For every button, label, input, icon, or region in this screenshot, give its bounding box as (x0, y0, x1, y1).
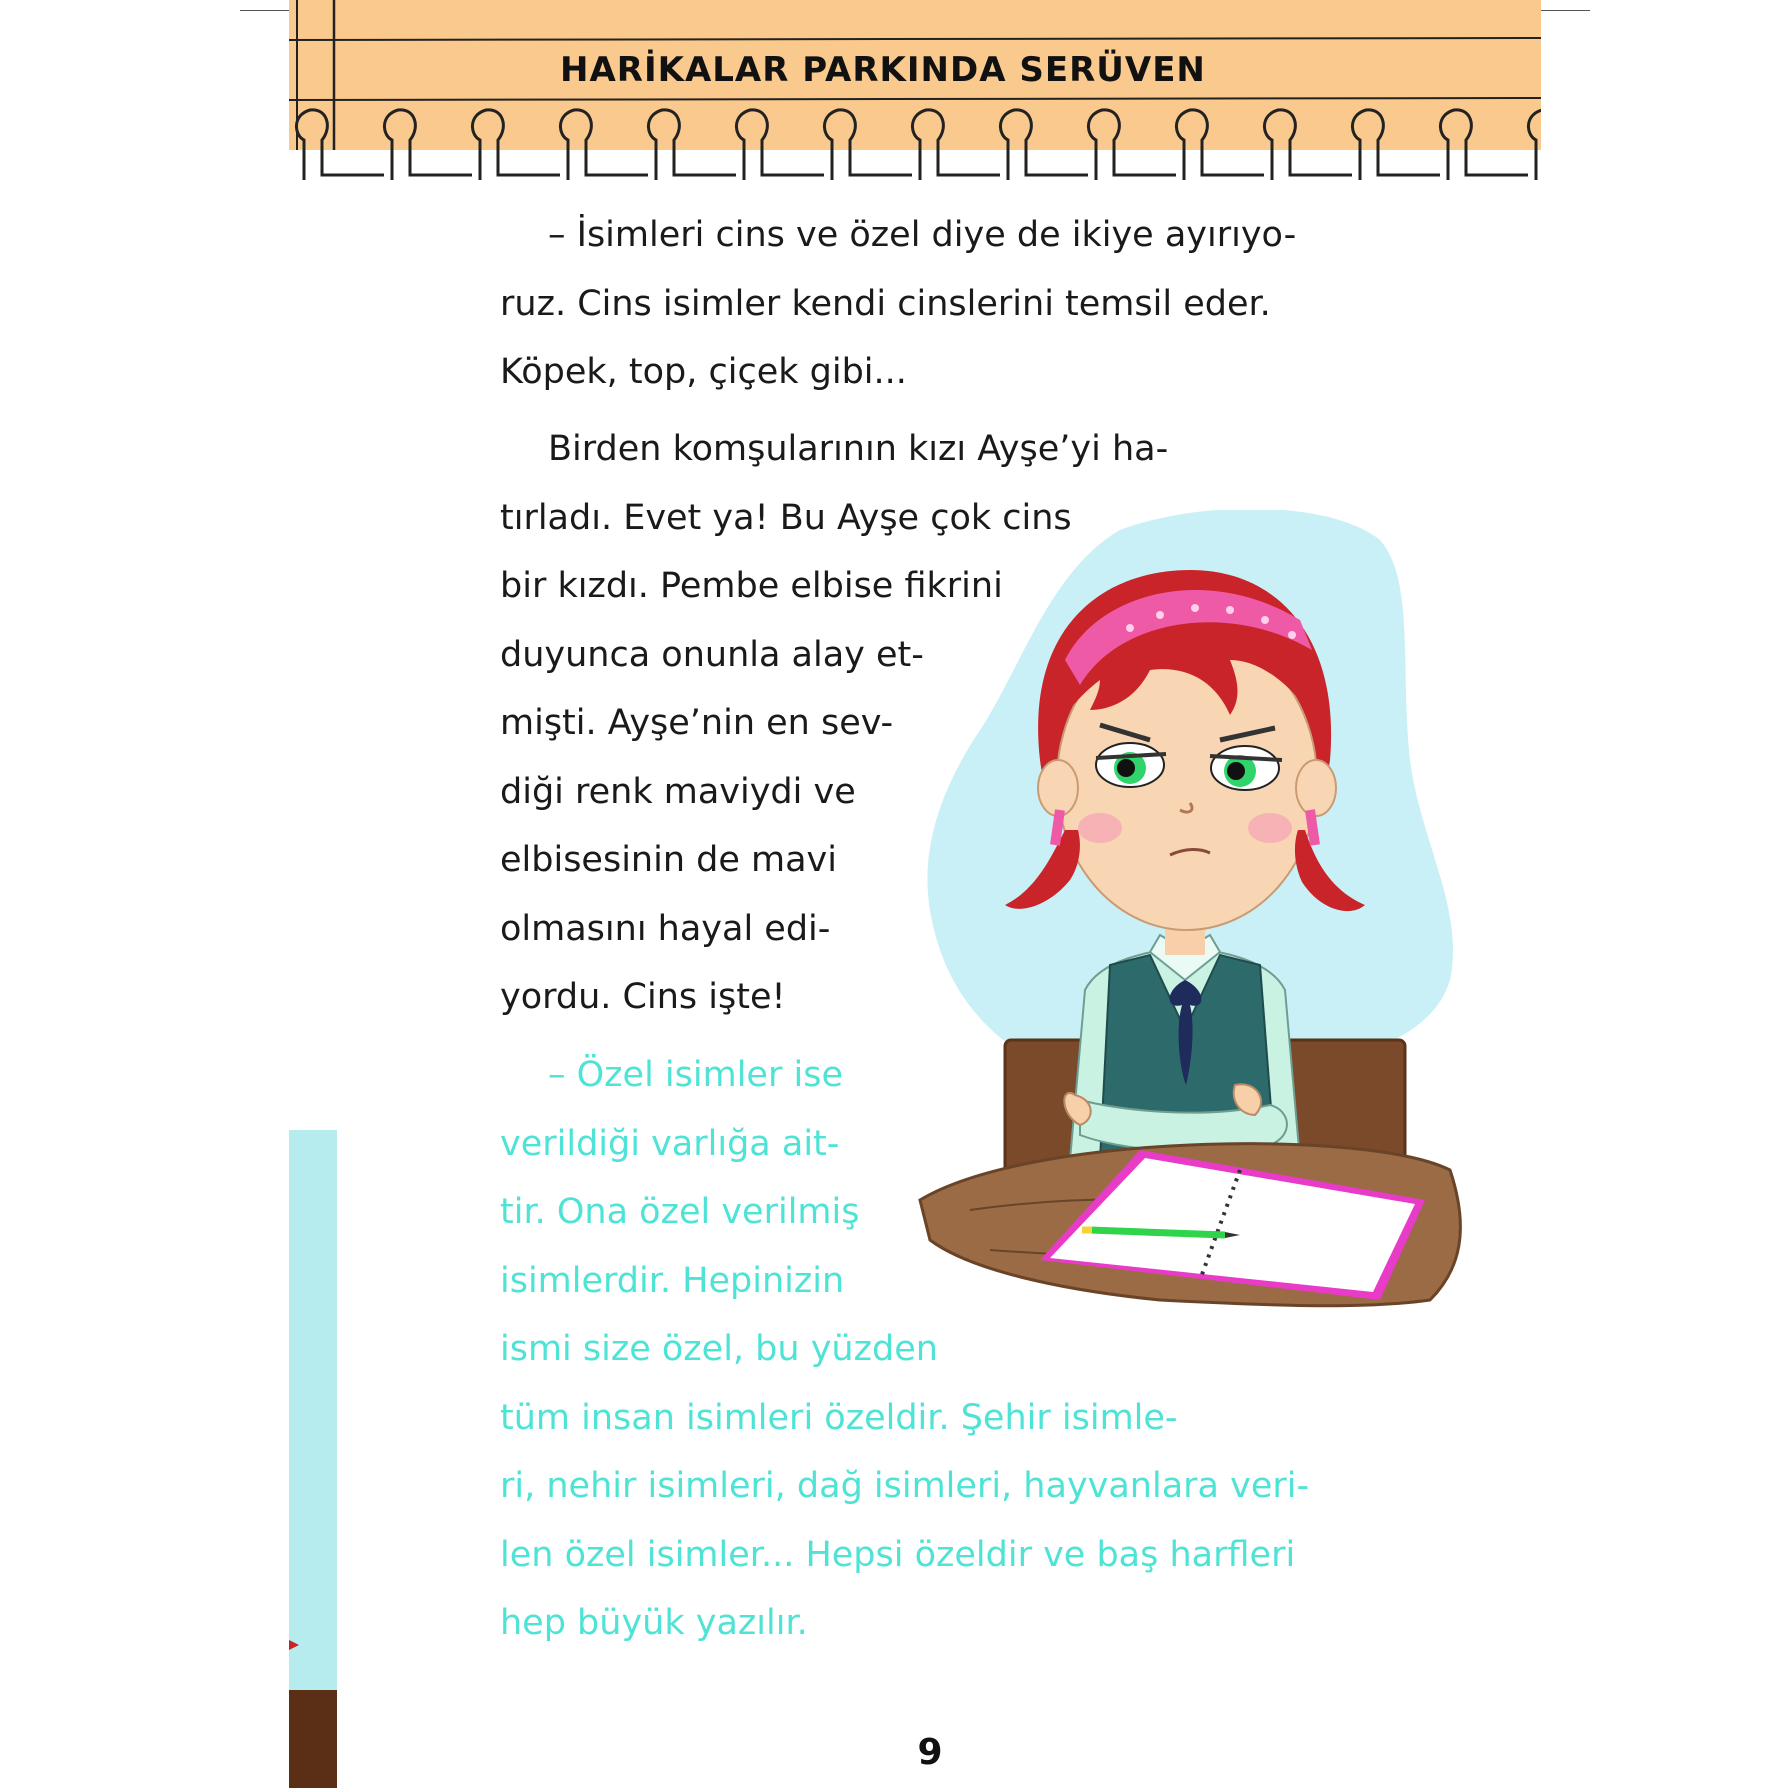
text-line: olmasını hayal edi- (500, 909, 831, 949)
text-line-highlight: verildiği varlığa ait- (500, 1124, 840, 1164)
page-number: 9 (917, 1732, 943, 1773)
text-line: bir kızdı. Pembe elbise fikrini (500, 566, 1003, 606)
text-line-highlight: – Özel isimler ise (548, 1055, 843, 1095)
text-line: elbisesinin de mavi (500, 840, 837, 880)
running-header-title: HARİKALAR PARKINDA SERÜVEN (560, 50, 1206, 90)
text-line: – İsimleri cins ve özel diye de ikiye ayırıyo- (548, 215, 1297, 255)
text-line-highlight: tüm insan isimleri özeldir. Şehir isimle- (500, 1398, 1178, 1438)
crop-mark-right (1540, 10, 1590, 11)
text-line: yordu. Cins işte! (500, 977, 786, 1017)
text-line-highlight: ri, nehir isimleri, dağ isimleri, hayvanlara veri- (500, 1466, 1310, 1506)
text-line-highlight: isimlerdir. Hepinizin (500, 1261, 845, 1301)
text-line: ruz. Cins isimler kendi cinslerini temsil eder. (500, 284, 1271, 324)
text-line: tırladı. Evet ya! Bu Ayşe çok cins (500, 498, 1072, 538)
crop-mark-left (240, 10, 290, 11)
text-line: Köpek, top, çiçek gibi... (500, 352, 907, 392)
text-line: diği renk maviydi ve (500, 772, 856, 812)
text-line-highlight: hep büyük yazılır. (500, 1603, 808, 1643)
text-line-highlight: tir. Ona özel verilmiş (500, 1192, 860, 1232)
spiral-binding (289, 0, 1541, 190)
facing-page-edge (289, 1130, 337, 1788)
text-line-highlight: len özel isimler... Hepsi özeldir ve baş harfleri (500, 1535, 1296, 1575)
text-line: Birden komşularının kızı Ayşe’yi ha- (548, 429, 1169, 469)
girl-at-desk-illustration (910, 510, 1470, 1410)
text-line-highlight: ismi size özel, bu yüzden (500, 1329, 938, 1369)
text-line: mişti. Ayşe’nin en sev- (500, 703, 894, 743)
text-line: duyunca onunla alay et- (500, 635, 924, 675)
